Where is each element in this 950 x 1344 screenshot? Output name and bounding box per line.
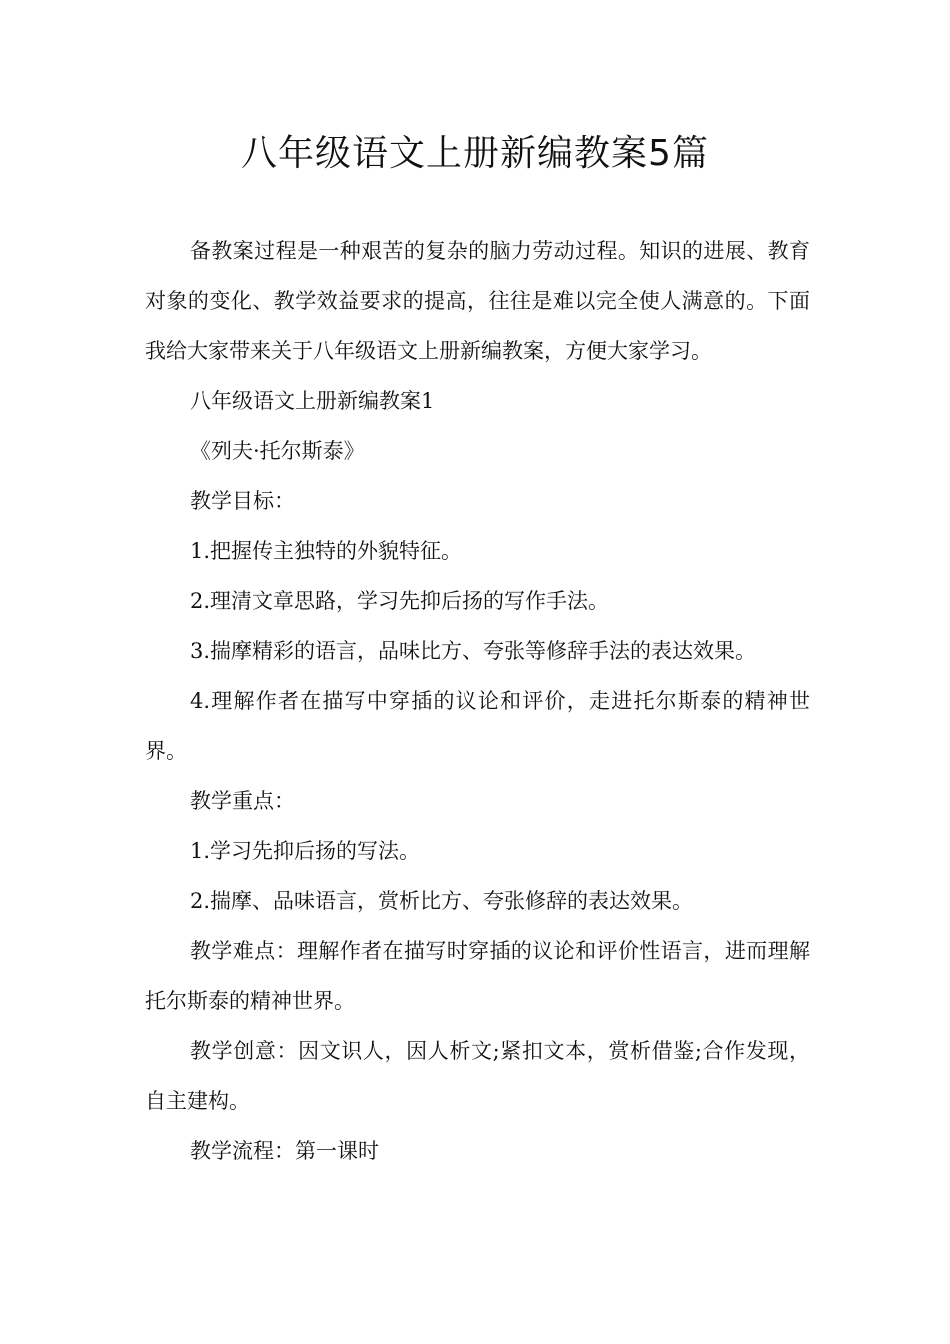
key-points-heading: 教学重点： [190, 789, 295, 813]
key-point-item: 1.学习先抑后扬的写法。 [190, 839, 421, 863]
objective-item: 3.揣摩精彩的语言，品味比方、夸张等修辞手法的表达效果。 [190, 639, 757, 663]
intro-paragraph: 备教案过程是一种艰苦的复杂的脑力劳动过程。知识的进展、教育对象的变化、教学效益要求的提高，往往是难以完全使人满意的。下面我给大家带来关于八年级语文上册新编教案，方便大家学习。 [145, 239, 810, 363]
objective-item: 1.把握传主独特的外貌特征。 [190, 539, 463, 563]
objectives-heading: 教学目标： [190, 489, 295, 513]
objective-item: 2.理清文章思路，学习先抑后扬的写作手法。 [190, 589, 610, 613]
difficulty-paragraph: 教学难点：理解作者在描写时穿插的议论和评价性语言，进而理解托尔斯泰的精神世界。 [145, 939, 810, 1013]
lesson-title: 《列夫·托尔斯泰》 [190, 439, 365, 463]
document-body [145, 226, 810, 1176]
section-heading: 八年级语文上册新编教案1 [190, 389, 435, 413]
creativity-paragraph: 教学创意：因文识人，因人析文;紧扣文本，赏析借鉴;合作发现，自主建构。 [145, 1039, 810, 1113]
process-paragraph: 教学流程：第一课时 [190, 1139, 379, 1163]
objective-item: 4.理解作者在描写中穿插的议论和评价，走进托尔斯泰的精神世界。 [145, 689, 810, 763]
document-title: 八年级语文上册新编教案5篇 [241, 133, 709, 174]
key-point-item: 2.揣摩、品味语言，赏析比方、夸张修辞的表达效果。 [190, 889, 694, 913]
